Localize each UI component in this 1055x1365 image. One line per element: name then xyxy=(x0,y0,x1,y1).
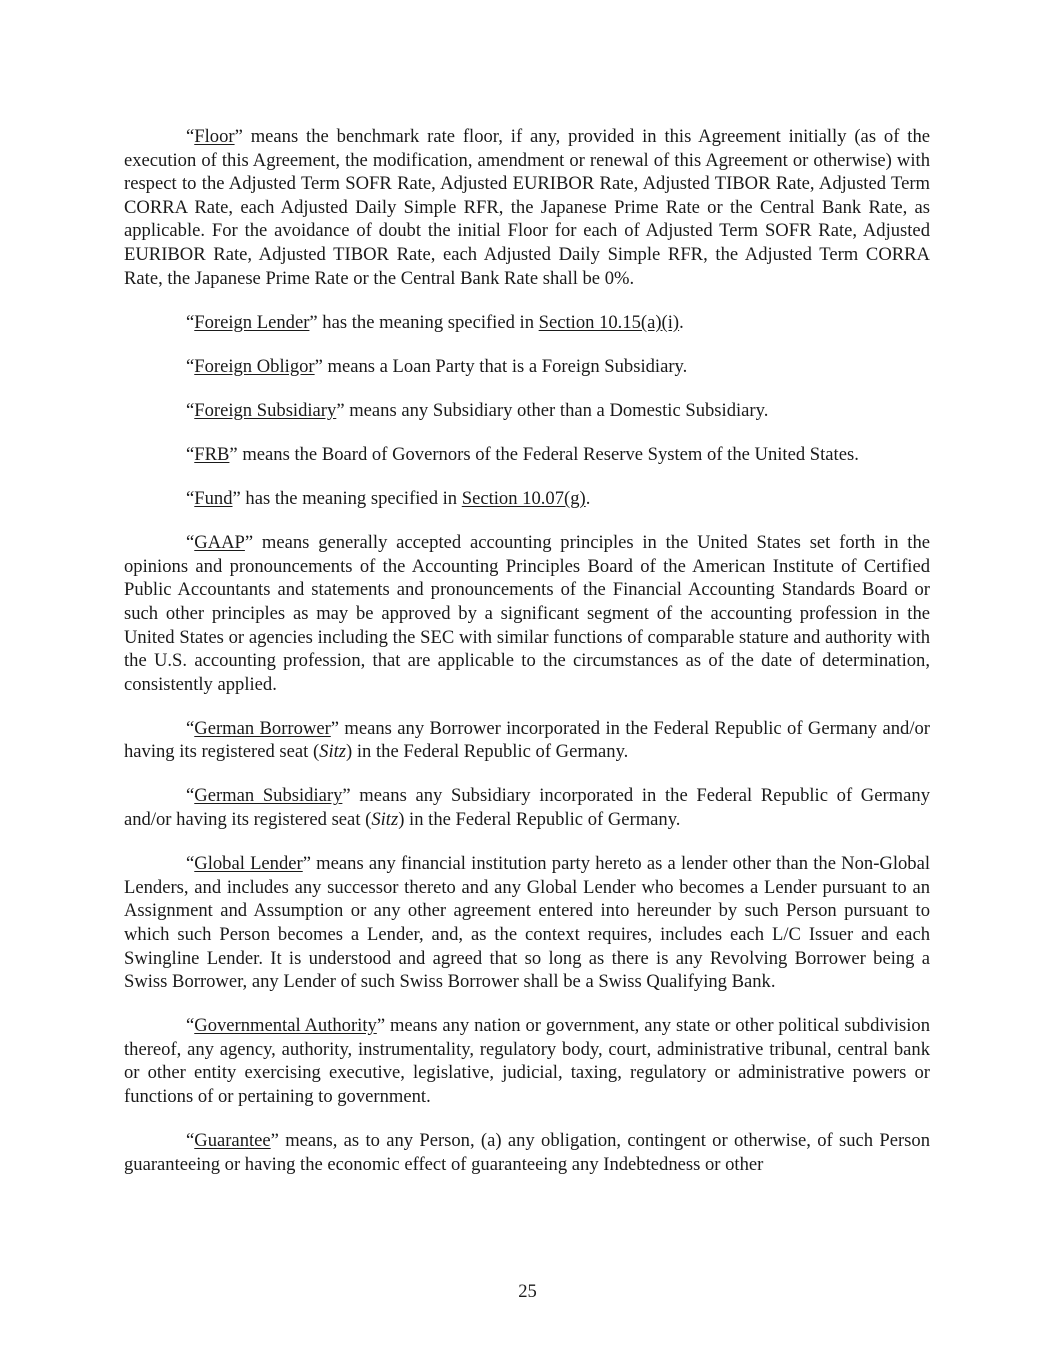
section-reference-link[interactable]: Section 10.07(g) xyxy=(461,488,586,510)
defined-term: Foreign Subsidiary xyxy=(194,399,337,421)
italic-term: Sitz xyxy=(319,741,347,763)
definition-foreign-obligor: “Foreign Obligor” means a Loan Party that is a Foreign Subsidiary. xyxy=(186,355,688,377)
definition-gaap: “GAAP” means generally accepted accounting principles in the United States set forth in the opinions and pronouncements of the Accounting Principles Board of the American Institute of Certified Public Accountants and statements and pronouncements of the Financial Accounting Standards Board or such other principles as may be approved by a significant segment of the accounting profession in the United States or agencies including the SEC with similar functions of comparable stature and authority with the U.S. accounting profession, that are applicable to the circumstances as of the date of determination, consistently applied. xyxy=(124,532,930,695)
definition-frb: “FRB” means the Board of Governors of the Federal Reserve System of the United States. xyxy=(186,443,859,465)
definition-guarantee: “Guarantee” means, as to any Person, (a) any obligation, contingent or otherwise, of such Person guaranteeing or having the economic effect of guaranteeing any Indebtedness or other xyxy=(124,1130,930,1175)
definition-foreign-subsidiary: “Foreign Subsidiary” means any Subsidiary other than a Domestic Subsidiary. xyxy=(186,399,769,421)
defined-term: FRB xyxy=(194,443,230,465)
defined-term: Foreign Obligor xyxy=(194,355,315,377)
defined-term: German Subsidiary xyxy=(194,785,343,807)
defined-term: Fund xyxy=(194,488,233,510)
defined-term: GAAP xyxy=(194,532,245,554)
document-page xyxy=(124,125,930,1197)
italic-term: Sitz xyxy=(371,809,399,831)
definition-german-subsidiary: “German Subsidiary” means any Subsidiary incorporated in the Federal Republic of Germany and/or having its registered seat (Sitz) in the Federal Republic of Germany. xyxy=(124,785,930,831)
defined-term: Global Lender xyxy=(194,853,303,875)
definition-fund: “Fund” has the meaning specified in Section 10.07(g). xyxy=(186,488,591,510)
defined-term: German Borrower xyxy=(194,717,331,739)
definition-foreign-lender: “Foreign Lender” has the meaning specified in Section 10.15(a)(i). xyxy=(186,311,684,333)
definition-floor: “Floor” means the benchmark rate floor, if any, provided in this Agreement initially (as of the execution of this Agreement, the modification, amendment or renewal of this Agreement or otherwise) with respect to the Adjusted Term SOFR Rate, Adjusted EURIBOR Rate, Adjusted TIBOR Rate, Adjusted Term CORRA Rate, each Adjusted Daily Simple RFR, the Japanese Prime Rate or the Central Bank Rate, as applicable. For the avoidance of doubt the initial Floor for each of Adjusted Term SOFR Rate, Adjusted EURIBOR Rate, Adjusted TIBOR Rate, each Adjusted Daily Simple RFR, the Adjusted Term CORRA Rate, the Japanese Prime Rate or the Central Bank Rate shall be 0%. xyxy=(124,126,930,289)
section-reference-link[interactable]: Section 10.15(a)(i) xyxy=(538,311,680,333)
definition-german-borrower: “German Borrower” means any Borrower incorporated in the Federal Republic of Germany and/or having its registered seat (Sitz) in the Federal Republic of Germany. xyxy=(124,717,930,763)
definition-governmental-authority: “Governmental Authority” means any nation or government, any state or other political subdivision thereof, any agency, authority, instrumentality, regulatory body, court, administrative tribunal, central bank or other entity exercising executive, legislative, judicial, taxing, regulatory or administrative powers or functions of or pertaining to government. xyxy=(124,1015,930,1107)
page-number: 25 xyxy=(518,1281,537,1302)
definition-global-lender: “Global Lender” means any financial institution party hereto as a lender other than the Non-Global Lenders, and includes any successor thereto and any Global Lender who becomes a Lender pursuant to an Assignment and Assumption or any other agreement entered into hereunder by such Person pursuant to which such Person becomes a Lender, and, as the context requires, includes each L/C Issuer and each Swingline Lender. It is understood and agreed that so long as there is any Revolving Borrower being a Swiss Borrower, any Lender of such Swiss Borrower shall be a Swiss Qualifying Bank. xyxy=(124,853,931,993)
defined-term: Floor xyxy=(194,126,235,147)
defined-term: Guarantee xyxy=(194,1130,271,1152)
defined-term: Foreign Lender xyxy=(194,311,310,333)
defined-term: Governmental Authority xyxy=(194,1015,377,1037)
